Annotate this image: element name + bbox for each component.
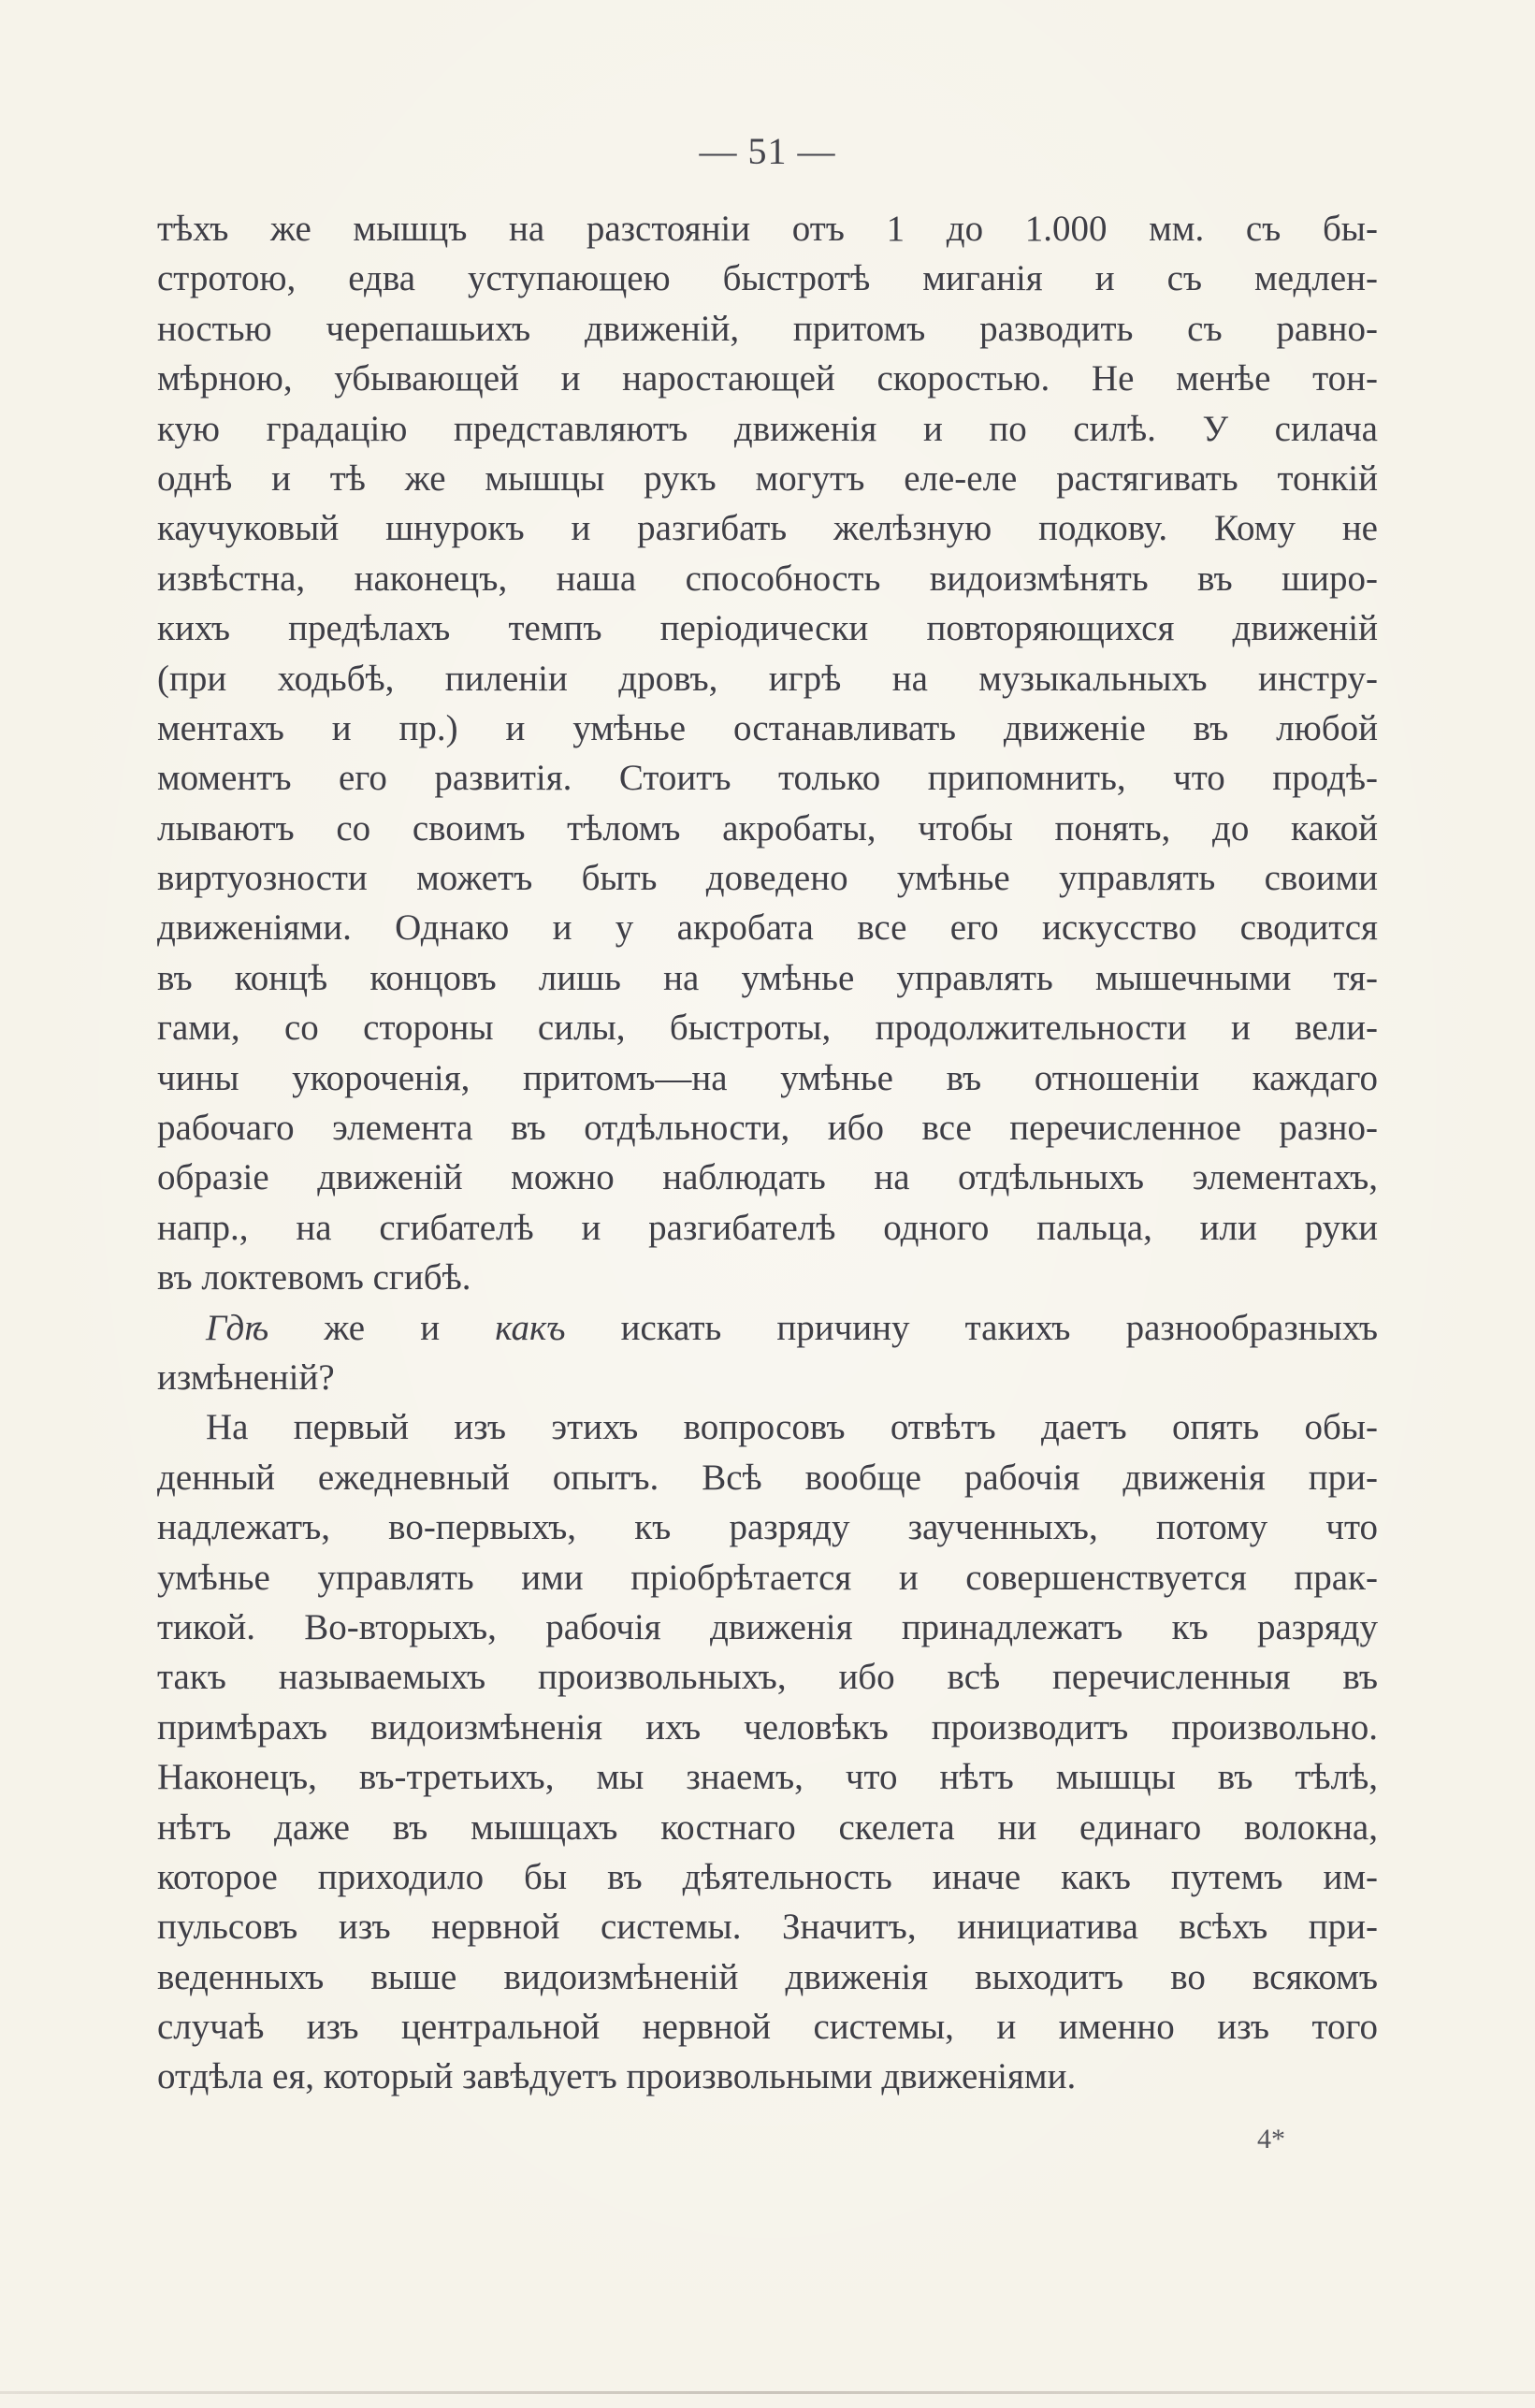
page-number: — 51 — (699, 130, 836, 172)
text-line: веденныхъ выше видоизмѣненій движенія выходитъ во всякомъ (157, 1956, 1378, 1997)
text-line: кихъ предѣлахъ темпъ періодически повторяющихся движеній (157, 608, 1378, 649)
text-line: нѣтъ даже въ мышцахъ костнаго скелета ни единаго волокна, (157, 1806, 1378, 1848)
text-line: образіе движеній можно наблюдать на отдѣльныхъ элементахъ, (157, 1157, 1378, 1198)
text-line: денный ежедневный опытъ. Всѣ вообще рабочія движенія при- (157, 1457, 1378, 1498)
text-line: (при ходьбѣ, пиленіи дровъ, игрѣ на музыкальныхъ инстру- (157, 658, 1378, 699)
text-line: извѣстна, наконецъ, наша способность видоизмѣнять въ широ- (157, 558, 1378, 599)
page-bottom-edge (0, 2391, 1535, 2394)
text-line: примѣрахъ видоизмѣненія ихъ человѣкъ производитъ произвольно. (157, 1706, 1378, 1748)
text-line: въ локтевомъ сгибѣ. (157, 1257, 471, 1298)
text-line: умѣнье управлять ими пріобрѣтается и совершенствуется прак- (157, 1557, 1378, 1598)
text-line: измѣненій? (157, 1356, 335, 1398)
text-line: въ концѣ концовъ лишь на умѣнье управлять мышечными тя- (157, 957, 1378, 998)
text-line: которое приходило бы въ дѣятельность иначе какъ путемъ им- (157, 1856, 1378, 1897)
text-line: виртуозности можетъ быть доведено умѣнье управлять своими (157, 858, 1378, 899)
text-line: Наконецъ, въ-третьихъ, мы знаемъ, что нѣтъ мышцы въ тѣлѣ, (157, 1757, 1378, 1798)
text-line: случаѣ изъ центральной нервной системы, и именно изъ того (157, 2007, 1378, 2048)
text-line: движеніями. Однако и у акробата все его искусство сводится (157, 907, 1378, 949)
text-line: мѣрною, убывающей и наростающей скоростью. Не менѣе тон- (157, 358, 1378, 399)
text-line: надлежатъ, во-первыхъ, къ разряду заученныхъ, потому что (157, 1507, 1378, 1548)
text-column (157, 204, 1378, 2102)
text-line: напр., на сгибателѣ и разгибателѣ одного пальца, или руки (157, 1207, 1378, 1248)
emphasis-where: Гдѣ (206, 1307, 269, 1348)
text-line: лываютъ со своимъ тѣломъ акробаты, чтобы понять, до какой (157, 807, 1378, 849)
text-line: кую градацію представляютъ движенія и по силѣ. У силача (157, 408, 1378, 449)
text-line: моментъ его развитія. Стоитъ только припомнить, что продѣ- (157, 758, 1378, 799)
text-line: На первый изъ этихъ вопросовъ отвѣтъ даетъ опять обы- (206, 1407, 1378, 1448)
text-line: стротою, едва уступающею быстротѣ миганія и съ медлен- (157, 258, 1378, 299)
emphasis-how: какъ (495, 1307, 566, 1348)
question-text-mid: же и (268, 1307, 496, 1348)
text-line: каучуковый шнурокъ и разгибать желѣзную подкову. Кому не (157, 508, 1378, 549)
text-line: гами, со стороны силы, быстроты, продолжительности и вели- (157, 1008, 1378, 1049)
text-line: отдѣла ея, который завѣдуетъ произвольными движеніями. (157, 2056, 1077, 2097)
text-line: ностью черепашьихъ движеній, притомъ разводить съ равно- (157, 308, 1378, 349)
text-line: тѣхъ же мышцъ на разстояніи отъ 1 до 1.000 мм. съ бы- (157, 209, 1378, 249)
text-line: тикой. Во-вторыхъ, рабочія движенія принадлежатъ къ разряду (157, 1606, 1378, 1647)
text-line: ментахъ и пр.) и умѣнье останавливать движеніе въ любой (157, 707, 1378, 748)
text-line: пульсовъ изъ нервной системы. Значитъ, инициатива всѣхъ при- (157, 1907, 1378, 1948)
text-line: такъ называемыхъ произвольныхъ, ибо всѣ перечисленныя въ (157, 1657, 1378, 1698)
text-line: рабочаго элемента въ отдѣльности, ибо все перечисленное разно- (157, 1108, 1378, 1149)
printers-signature-mark: 4* (1257, 2124, 1285, 2154)
text-line: чины укороченія, притомъ—на умѣнье въ отношеніи каждаго (157, 1057, 1378, 1098)
question-line (157, 1303, 1378, 1353)
text-line: однѣ и тѣ же мышцы рукъ могутъ еле-еле растягивать тонкій (157, 457, 1378, 499)
question-text-rest: искать причину такихъ разнообразныхъ (565, 1307, 1378, 1348)
